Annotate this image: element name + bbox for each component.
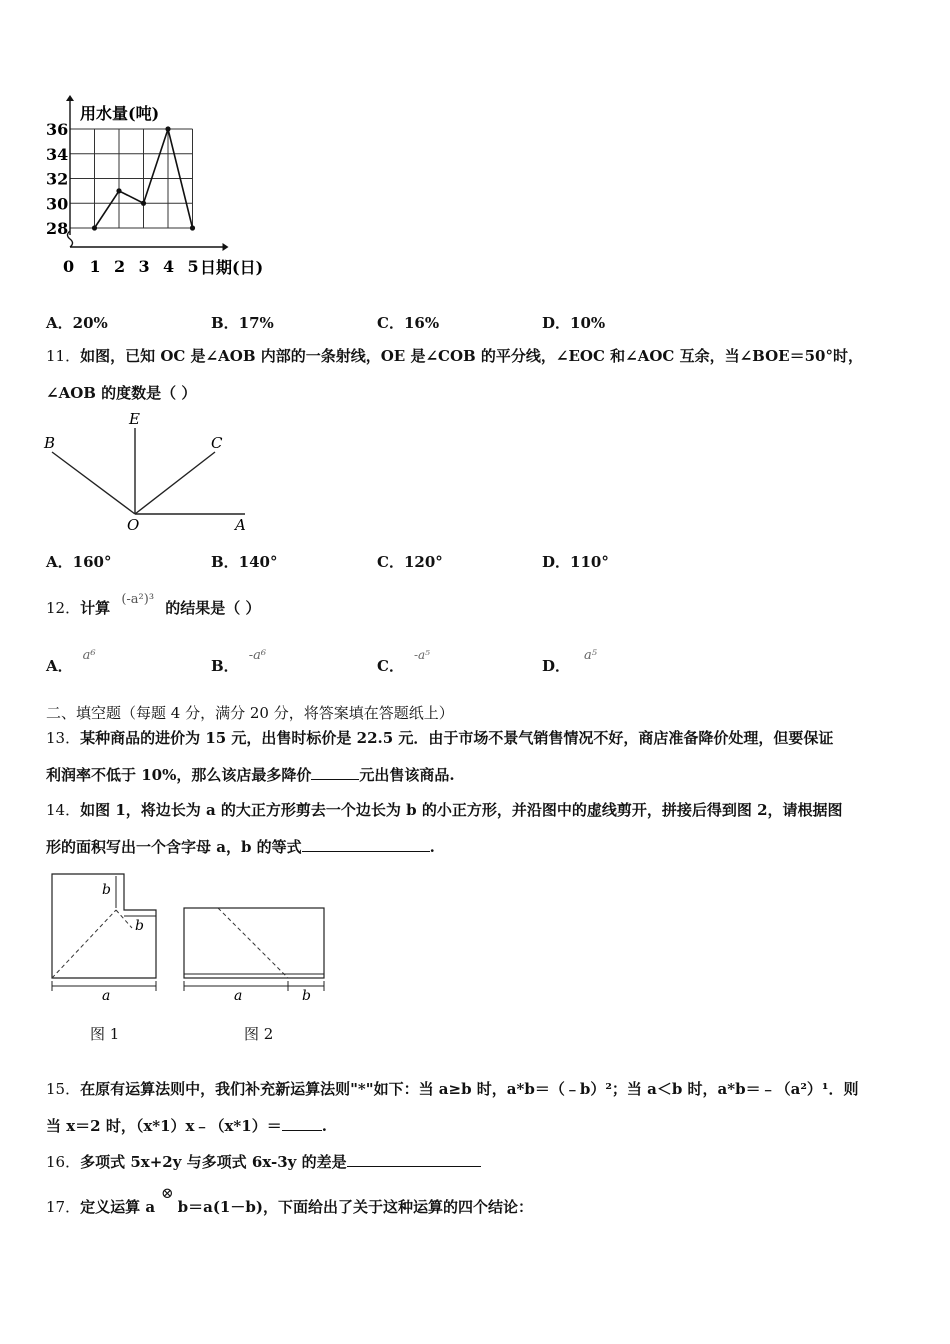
fig2-label-a: a bbox=[234, 988, 243, 1004]
q12-number: 12． bbox=[46, 599, 81, 617]
q10-option-c[interactable]: C．16% bbox=[377, 314, 440, 332]
q16-text: 多项式 5x+2y 与多项式 6x-3y 的差是 bbox=[80, 1153, 347, 1171]
fig2-label-b: b bbox=[302, 988, 311, 1004]
q13-answer-blank[interactable] bbox=[311, 765, 359, 780]
fig1-dashed-right bbox=[116, 910, 132, 928]
chart-point-day-1 bbox=[92, 225, 97, 230]
q12-expression: (-a²)³ bbox=[121, 592, 155, 607]
q11-option-d[interactable]: D．110° bbox=[542, 553, 609, 571]
fig1-label-b-horizontal: b bbox=[135, 918, 144, 934]
q16-answer-blank[interactable] bbox=[347, 1152, 481, 1167]
chart-x-tick-0: 0 bbox=[63, 257, 75, 276]
q16-line bbox=[46, 1151, 481, 1172]
q14-figure-2 bbox=[178, 900, 328, 1005]
q17-operator-symbol: ⊗ bbox=[161, 1184, 174, 1202]
q14-figure-2-caption: 图 2 bbox=[244, 1025, 274, 1043]
fig1-label-b-vertical: b bbox=[102, 882, 111, 898]
chart-point-day-2 bbox=[116, 188, 121, 193]
q14-answer-blank[interactable] bbox=[302, 837, 430, 852]
chart-x-tick-4: 4 bbox=[163, 257, 175, 276]
q17-text-a: 定义运算 a bbox=[80, 1198, 156, 1216]
q13-text-line2a: 利润率不低于 10%，那么该店最多降价 bbox=[46, 766, 312, 784]
q15-answer-blank[interactable] bbox=[282, 1116, 322, 1131]
q12-text-before: 计算 bbox=[80, 599, 111, 617]
q17-number: 17． bbox=[46, 1198, 81, 1216]
q10-option-a[interactable]: A．20% bbox=[46, 314, 108, 332]
ray-OB bbox=[52, 452, 135, 514]
chart-y-tick-32: 32 bbox=[46, 169, 69, 189]
water-usage-line-chart bbox=[40, 95, 290, 285]
q14-line1 bbox=[46, 799, 843, 820]
q15-number: 15． bbox=[46, 1080, 81, 1098]
ray-OC bbox=[135, 452, 215, 514]
point-label-C: C bbox=[211, 434, 223, 452]
q14-text-line2a: 形的面积写出一个含字母 a，b 的等式 bbox=[46, 838, 302, 856]
q15-line1 bbox=[46, 1078, 858, 1099]
chart-y-axis-arrow bbox=[66, 95, 74, 101]
chart-point-day-3 bbox=[141, 201, 146, 206]
q14-figure-1-caption: 图 1 bbox=[90, 1025, 120, 1043]
q15-text-line1: 在原有运算法则中，我们补充新运算法则"*"如下：当 a≥b 时，a*b＝（﹣b）²；当 a＜b 时，a*b＝﹣（a²）¹．则 bbox=[80, 1080, 859, 1098]
chart-grid bbox=[70, 129, 193, 228]
chart-x-tick-1: 1 bbox=[89, 257, 101, 276]
chart-y-tick-34: 34 bbox=[46, 144, 69, 164]
fig2-outline bbox=[184, 908, 324, 978]
chart-x-tick-3: 3 bbox=[138, 257, 150, 276]
q12-option-a[interactable] bbox=[46, 648, 96, 676]
chart-point-day-4 bbox=[165, 126, 170, 131]
q10-option-d[interactable]: D．10% bbox=[542, 314, 606, 332]
q11-line2: ∠AOB 的度数是（ ） bbox=[46, 384, 197, 402]
fig2-dashed bbox=[218, 908, 288, 978]
q10-option-b[interactable]: B．17% bbox=[211, 314, 274, 332]
q14-figure-1 bbox=[44, 868, 164, 1003]
chart-y-tick-30: 30 bbox=[46, 194, 69, 214]
q12-option-d-letter: D． bbox=[542, 657, 571, 675]
chart-x-tick-5: 5 bbox=[187, 257, 199, 276]
chart-x-axis-arrow bbox=[223, 243, 229, 251]
point-label-O: O bbox=[127, 516, 140, 533]
fig1-dashed-left bbox=[52, 910, 116, 978]
q11-option-c[interactable]: C．120° bbox=[377, 553, 443, 571]
q17-text-b: b＝a(1－b)，下面给出了关于这种运算的四个结论： bbox=[177, 1198, 533, 1216]
q12-option-d[interactable] bbox=[542, 648, 597, 676]
point-label-B: B bbox=[44, 434, 56, 452]
q12-line bbox=[46, 592, 261, 618]
point-label-A: A bbox=[235, 516, 246, 533]
q13-text-line2b: 元出售该商品. bbox=[359, 766, 455, 784]
q14-text-line1: 如图 1，将边长为 a 的大正方形剪去一个边长为 b 的小正方形，并沿图中的虚线剪开，拼接后得到图 2，请根据图 bbox=[80, 801, 843, 819]
q12-option-b-letter: B． bbox=[211, 657, 239, 675]
q12-option-c[interactable] bbox=[377, 648, 430, 676]
q14-number: 14． bbox=[46, 801, 81, 819]
point-label-E: E bbox=[129, 410, 140, 428]
q11-angle-figure bbox=[40, 408, 260, 533]
q12-option-a-expr: a⁶ bbox=[82, 648, 96, 663]
chart-ticks bbox=[46, 120, 199, 276]
q12-text-after: 的结果是（ ） bbox=[165, 599, 261, 617]
chart-x-axis-label: 日期(日) bbox=[200, 258, 264, 277]
q11-number: 11． bbox=[46, 347, 81, 365]
q11-option-b[interactable]: B．140° bbox=[211, 553, 278, 571]
q11-option-a[interactable]: A．160° bbox=[46, 553, 112, 571]
chart-x-tick-2: 2 bbox=[114, 257, 126, 276]
q11-text-line1: 如图，已知 OC 是∠AOB 内部的一条射线，OE 是∠COB 的平分线，∠EOC 和∠AOC 互余，当∠BOE＝50°时， bbox=[80, 347, 863, 365]
q16-number: 16． bbox=[46, 1153, 81, 1171]
q12-option-b-expr: -a⁶ bbox=[248, 648, 267, 663]
chart-point-day-5 bbox=[190, 225, 195, 230]
chart-y-tick-36: 36 bbox=[46, 120, 69, 139]
q17-line bbox=[46, 1184, 533, 1217]
q12-option-c-letter: C． bbox=[377, 657, 404, 675]
chart-y-tick-28: 28 bbox=[46, 219, 69, 238]
q14-text-line2b: . bbox=[429, 838, 435, 856]
q14-line2 bbox=[46, 836, 435, 857]
q12-option-a-letter: A． bbox=[46, 657, 73, 675]
q12-option-d-expr: a⁵ bbox=[584, 648, 597, 663]
q13-text-line1: 某种商品的进价为 15 元，出售时标价是 22.5 元．由于市场不景气销售情况不好，商店准备降价处理，但要保证 bbox=[80, 729, 834, 747]
q11-line1 bbox=[46, 345, 863, 366]
q13-line1 bbox=[46, 727, 833, 748]
q15-text-line2b: . bbox=[321, 1117, 327, 1135]
q15-text-line2a: 当 x＝2 时，（x*1）x﹣（x*1）＝ bbox=[46, 1117, 282, 1135]
section2-heading: 二、填空题（每题 4 分，满分 20 分，将答案填在答题纸上） bbox=[46, 704, 454, 722]
q12-option-c-expr: -a⁵ bbox=[413, 648, 430, 662]
q13-number: 13． bbox=[46, 729, 81, 747]
q15-line2 bbox=[46, 1115, 327, 1136]
q13-line2 bbox=[46, 764, 455, 785]
fig1-label-a: a bbox=[102, 988, 111, 1003]
q12-option-b[interactable] bbox=[211, 648, 267, 676]
chart-y-axis-label: 用水量(吨) bbox=[80, 104, 160, 123]
